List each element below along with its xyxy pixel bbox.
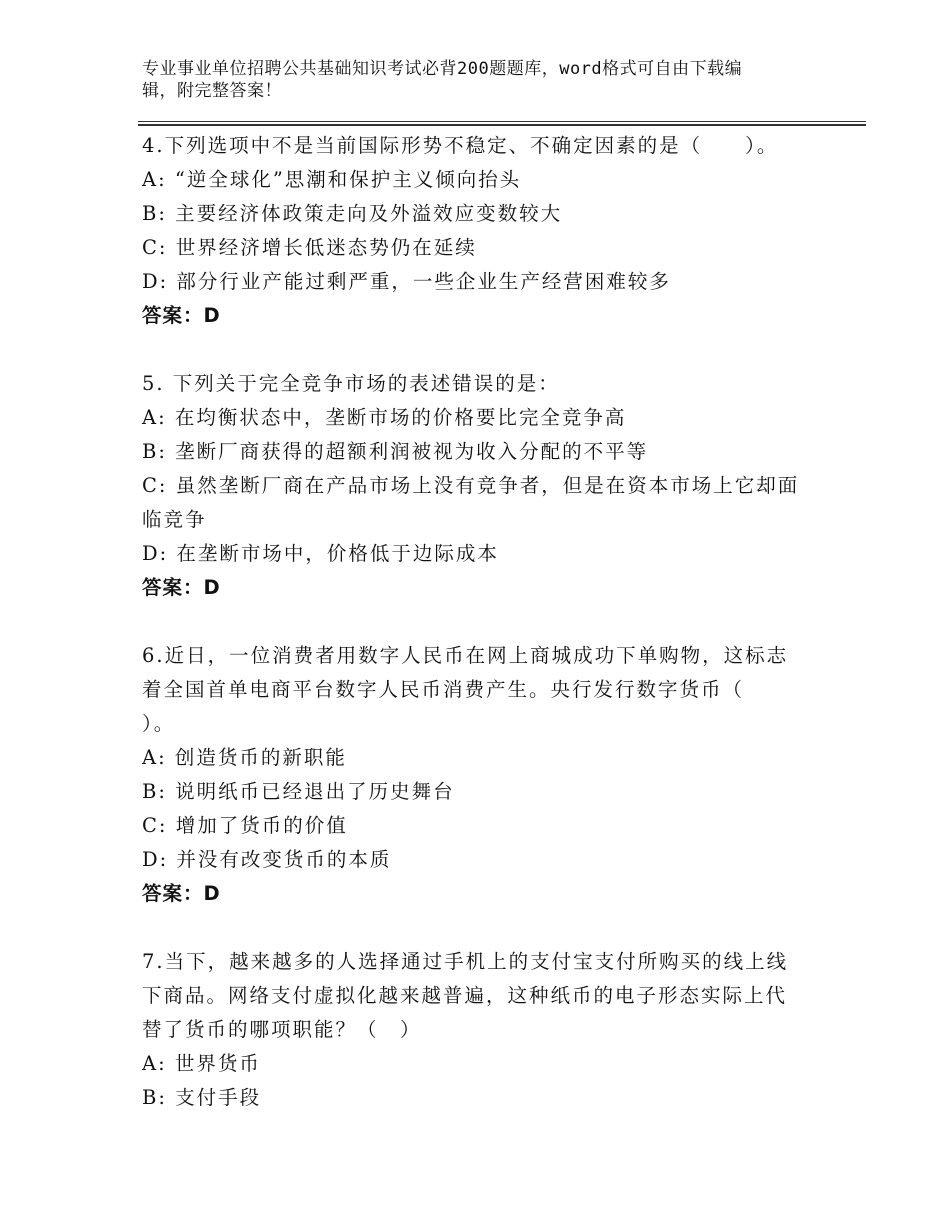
header-line: 辑，附完整答案！ [142,81,282,101]
question-list [142,129,822,1115]
answer-key: 答案：D [142,882,221,905]
answer-option: B: 主要经济体政策走向及外溢效应变数较大 [142,202,563,225]
answer-option: B: 支付手段 [142,1086,262,1109]
question-spacer [142,911,822,945]
question-stem: 7.当下，越来越多的人选择通过手机上的支付宝支付所购买的线上线 [142,950,789,973]
answer-option: C: 虽然垄断厂商在产品市场上没有竞争者，但是在资本市场上它却面 [142,474,800,497]
question-block [142,945,822,1115]
question-stem: 5. 下列关于完全竞争市场的表述错误的是： [142,372,560,395]
answer-option: D: 在垄断市场中，价格低于边际成本 [142,542,499,565]
question-stem: 下商品。网络支付虚拟化越来越普遍，这种纸币的电子形态实际上代 [142,984,788,1007]
question-block [142,129,822,367]
answer-option: 临竞争 [142,508,207,531]
question-stem: 4.下列选项中不是当前国际形势不稳定、不确定因素的是（ ）。 [142,134,779,157]
question-block [142,367,822,639]
answer-option: C: 增加了货币的价值 [142,814,348,837]
answer-option: D: 部分行业产能过剩严重，一些企业生产经营困难较多 [142,270,671,293]
question-stem: 着全国首单电商平台数字人民币消费产生。央行发行数字货币（ [142,678,745,701]
question-spacer [142,333,822,367]
question-stem: 替了货币的哪项职能？（ ） [142,1018,422,1041]
answer-option: B: 说明纸币已经退出了历史舞台 [142,780,455,803]
question-stem: 6.近日，一位消费者用数字人民币在网上商城成功下单购物，这标志 [142,644,789,667]
question-stem: ）。 [142,712,176,735]
header-divider [138,121,866,126]
answer-key: 答案：D [142,304,221,327]
answer-option: B: 垄断厂商获得的超额利润被视为收入分配的不平等 [142,440,649,463]
question-spacer [142,605,822,639]
answer-option: A: 创造货币的新职能 [142,746,347,769]
answer-key: 答案：D [142,576,221,599]
header-line: 专业事业单位招聘公共基础知识考试必背200题题库，word格式可自由下载编 [142,59,743,79]
answer-option: D: 并没有改变货币的本质 [142,848,392,871]
answer-option: A: 世界货币 [142,1052,261,1075]
answer-option: C: 世界经济增长低迷态势仍在延续 [142,236,477,259]
answer-option: A: “逆全球化”思潮和保护主义倾向抬头 [142,168,522,191]
document-header [142,58,822,102]
question-block [142,639,822,945]
answer-option: A: 在均衡状态中，垄断市场的价格要比完全竞争高 [142,406,627,429]
